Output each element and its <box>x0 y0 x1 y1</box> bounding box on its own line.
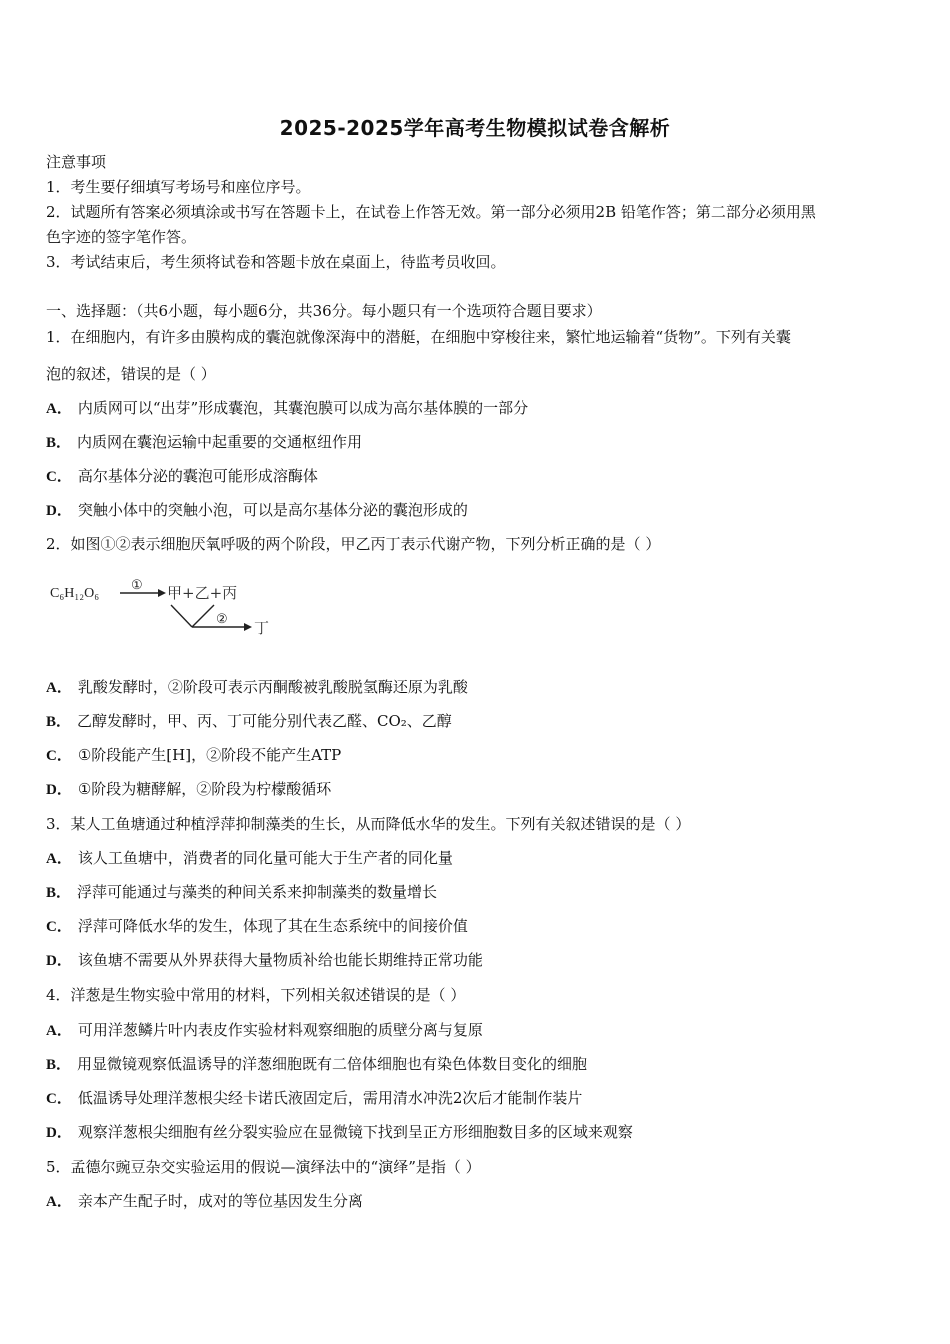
notice-item: 1．考生要仔细填写考场号和座位序号。 <box>46 178 311 196</box>
arrow-step1-head <box>158 589 166 597</box>
question-4-option-d <box>46 1122 633 1143</box>
question-1-stem-cont: 泡的叙述，错误的是（ ） <box>46 365 216 383</box>
option-letter: A． <box>46 1023 72 1039</box>
option-text: 该鱼塘不需要从外界获得大量物质补给也能长期维持正常功能 <box>77 951 483 969</box>
page-title: 2025-2025学年高考生物模拟试卷含解析 <box>279 116 671 140</box>
arrow-step2-head <box>244 623 252 631</box>
option-letter: A． <box>46 1194 72 1210</box>
option-text: 低温诱导处理洋葱根尖经卡诺氏液固定后，需用清水冲洗2次后才能制作装片 <box>77 1089 583 1107</box>
question-2-option-d <box>46 779 331 800</box>
question-2-option-a <box>46 677 468 698</box>
option-text: 可用洋葱鳞片叶内表皮作实验材料观察细胞的质壁分离与复原 <box>77 1021 483 1039</box>
option-letter: A． <box>46 851 72 867</box>
question-3-stem: 3．某人工鱼塘通过种植浮萍抑制藻类的生长，从而降低水华的发生。下列有关叙述错误的是（ ） <box>46 815 691 833</box>
option-letter: D． <box>46 503 72 519</box>
option-letter: C． <box>46 469 72 485</box>
option-letter: A． <box>46 401 72 417</box>
question-4-option-a <box>46 1020 483 1041</box>
question-2-option-b <box>46 711 452 732</box>
option-text: ①阶段能产生[H]，②阶段不能产生ATP <box>77 746 342 764</box>
option-letter: A． <box>46 680 72 696</box>
option-letter: B． <box>46 885 72 901</box>
question-4-option-c <box>46 1088 582 1109</box>
question-3-option-a <box>46 848 453 869</box>
option-text: 浮萍可降低水华的发生，体现了其在生态系统中的间接价值 <box>77 917 468 935</box>
question-4-option-b <box>46 1054 587 1075</box>
diagram-substrate: C₆H₁₂O₆ <box>50 586 100 601</box>
option-letter: D． <box>46 782 72 798</box>
diagram-step1-label: ① <box>131 578 143 593</box>
option-text: 亲本产生配子时，成对的等位基因发生分离 <box>77 1192 363 1210</box>
option-letter: C． <box>46 748 72 764</box>
option-text: 高尔基体分泌的囊泡可能形成溶酶体 <box>77 467 318 485</box>
option-letter: D． <box>46 1125 72 1141</box>
respiration-diagram <box>46 575 286 645</box>
option-text: ①阶段为糖酵解，②阶段为柠檬酸循环 <box>77 780 332 798</box>
notice-item: 2．试题所有答案必须填涂或书写在答题卡上，在试卷上作答无效。第一部分必须用2B 铅笔作答；第二部分必须用黑 <box>46 203 816 221</box>
question-2-stem: 2．如图①②表示细胞厌氧呼吸的两个阶段，甲乙丙丁表示代谢产物，下列分析正确的是（ ） <box>46 535 661 553</box>
option-text: 浮萍可能通过与藻类的种间关系来抑制藻类的数量增长 <box>77 883 438 901</box>
diagram-final-product: 丁 <box>254 619 270 637</box>
option-letter: D． <box>46 953 72 969</box>
option-text: 用显微镜观察低温诱导的洋葱细胞既有二倍体细胞也有染色体数目变化的细胞 <box>77 1055 588 1073</box>
option-text: 乙醇发酵时，甲、丙、丁可能分别代表乙醛、CO₂、乙醇 <box>77 712 452 730</box>
notice-item: 色字迹的签字笔作答。 <box>46 228 197 246</box>
diagram-step2-label: ② <box>216 612 228 627</box>
diagram-products: 甲+乙+丙 <box>167 584 238 602</box>
option-letter: C． <box>46 919 72 935</box>
question-3-option-b <box>46 882 437 903</box>
question-5-stem: 5．孟德尔豌豆杂交实验运用的假说—演绎法中的“演绎”是指（ ） <box>46 1158 481 1176</box>
option-letter: B． <box>46 1057 72 1073</box>
option-text: 该人工鱼塘中，消费者的同化量可能大于生产者的同化量 <box>77 849 453 867</box>
option-letter: B． <box>46 435 72 451</box>
question-1-option-c <box>46 466 318 487</box>
question-1-option-b <box>46 432 362 453</box>
section-heading: 一、选择题：（共6小题，每小题6分，共36分。每小题只有一个选项符合题目要求） <box>46 302 602 320</box>
option-letter: B． <box>46 714 72 730</box>
notice-item: 3．考试结束后，考生须将试卷和答题卡放在桌面上，待监考员收回。 <box>46 253 506 271</box>
question-3-option-c <box>46 916 468 937</box>
question-2-option-c <box>46 745 341 766</box>
question-1-option-a <box>46 398 528 419</box>
option-text: 突触小体中的突触小泡，可以是高尔基体分泌的囊泡形成的 <box>77 501 468 519</box>
question-5-option-a <box>46 1191 363 1212</box>
question-1-option-d <box>46 500 468 521</box>
question-4-stem: 4．洋葱是生物实验中常用的材料，下列相关叙述错误的是（ ） <box>46 986 466 1004</box>
question-1-stem: 1．在细胞内，有许多由膜构成的囊泡就像深海中的潜艇，在细胞中穿梭往来，繁忙地运输着“货物”。下列有关囊 <box>46 328 791 346</box>
option-letter: C． <box>46 1091 72 1107</box>
diagram-branch-line <box>171 605 192 627</box>
question-3-option-d <box>46 950 483 971</box>
option-text: 内质网在囊泡运输中起重要的交通枢纽作用 <box>77 433 363 451</box>
diagram-branch-line <box>192 605 214 627</box>
option-text: 乳酸发酵时，②阶段可表示丙酮酸被乳酸脱氢酶还原为乳酸 <box>77 678 468 696</box>
notice-heading: 注意事项 <box>46 153 107 171</box>
option-text: 内质网可以“出芽”形成囊泡，其囊泡膜可以成为高尔基体膜的一部分 <box>77 399 529 417</box>
option-text: 观察洋葱根尖细胞有丝分裂实验应在显微镜下找到呈正方形细胞数目多的区域来观察 <box>77 1123 633 1141</box>
